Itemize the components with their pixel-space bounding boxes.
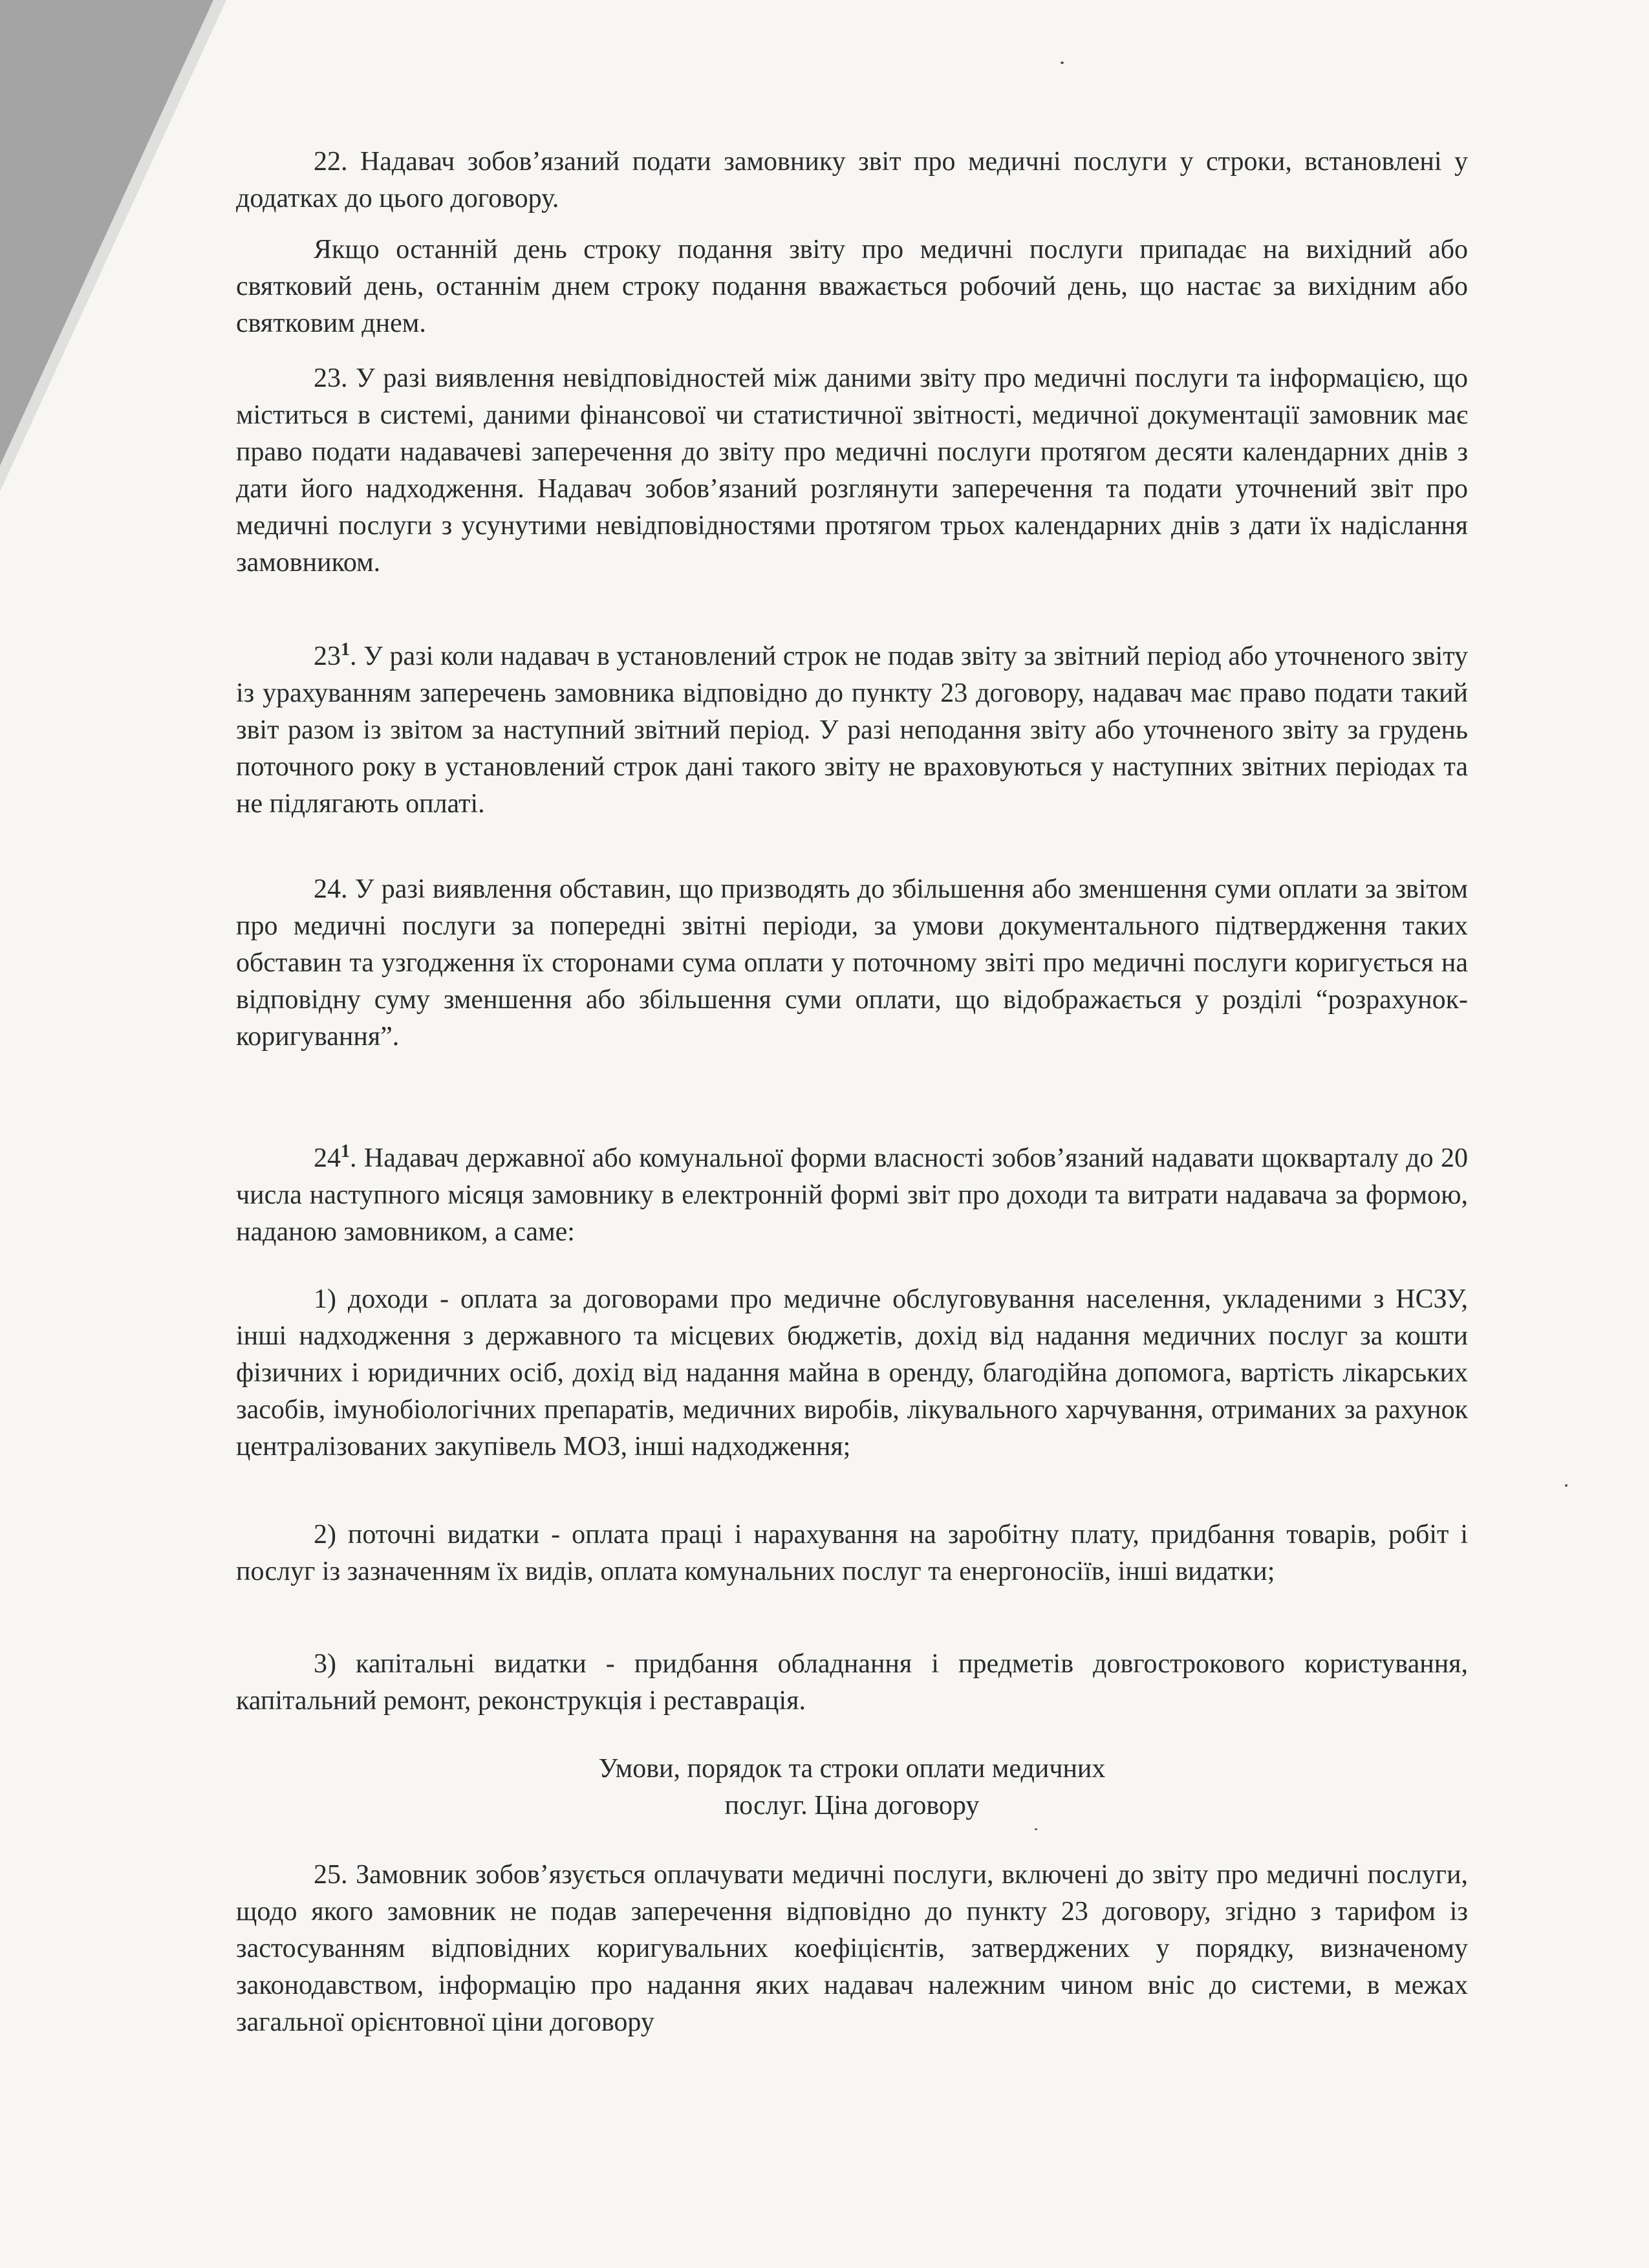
clause-23-text: 23. У разі виявлення невідповідностей між даними звіту про медичні послуги та інформацією, що міститься в системі, даними фінансової чи статистичної звітності, медичної документації замовник має право подати надавачеві заперечення до звіту про медичні послуги протягом десяти календарних днів з дати його надходження. Надавач зобов’язаний розглянути заперечення та подати уточнений звіт про медичні послуги з усунутими невідповідностями протягом трьох календарних днів з дати їх надіслання замовником. [236,363,1468,578]
clause-24-1-superscript: 1 [341,1141,350,1161]
clause-23-1-superscript: 1 [341,640,350,660]
clause-24-1 [236,1140,1468,1251]
clause-24-1-number: 24 [314,1143,341,1173]
list-item-3-text: 3) капітальні видатки - придбання обладнання і предметів довгострокового користування, капітальний ремонт, реконструкція і реставрація. [236,1649,1468,1716]
scan-speck [1061,61,1064,64]
scan-speck [1035,1828,1037,1830]
clause-23 [236,360,1468,581]
list-item-3 [236,1646,1468,1720]
list-item-2 [236,1517,1468,1590]
clause-22 [236,144,1468,217]
clause-25-text: 25. Замовник зобов’язується оплачувати медичні послуги, включені до звіту про медичні послуги, щодо якого замовник не подав заперечення відповідно до пункту 23 договору, згідно з тарифом із застосуванням відповідних коригувальних коефіцієнтів, затверджених у порядку, визначеному законодавством, інформацію про надання яких надавач належним чином вніс до системи, в межах загальної орієнтовної ціни договору [236,1860,1468,2037]
clause-23-1-text [236,638,1468,823]
section-heading-line2: послуг. Ціна договору [724,1791,980,1820]
scan-speck [1565,1484,1568,1487]
clause-24-1-body: . Надавач державної або комунальної форми власності зобов’язаний надавати щокварталу до 20 числа наступного місяця замовнику в електронній формі звіт про доходи та витрати надавача за формою, наданою замовником, а саме: [236,1143,1468,1247]
clause-23-1 [236,638,1468,823]
list-item-2-text: 2) поточні видатки - оплата праці і нарахування на заробітну плату, придбання товарів, робіт і послуг із зазначенням їх видів, оплата комунальних послуг та енергоносіїв, інші видатки; [236,1520,1468,1586]
clause-22-text: 22. Надавач зобов’язаний подати замовнику звіт про медичні послуги у строки, встановлені у додатках до цього договору. [236,147,1468,213]
list-item-1 [236,1281,1468,1465]
clause-25 [236,1857,1468,2041]
clause-23-1-body: . У разі коли надавач в установлений строк не подав звіту за звітний період або уточненого звіту із урахуванням заперечень замовника відповідно до пункту 23 договору, надавач має право подати такий звіт разом із звітом за наступний звітний період. У разі неподання звіту або уточненого звіту за грудень поточного року в установлений строк дані такого звіту не враховуються у наступних звітних періодах та не підлягають оплаті. [236,642,1468,819]
section-heading [236,1751,1468,1824]
clause-24-text: 24. У разі виявлення обставин, що призводять до збільшення або зменшення суми оплати за звітом про медичні послуги за попередні звітні періоди, за умови документального підтвердження таких обставин та узгодження їх сторонами сума оплати у поточному звіті про медичні послуги коригується на відповідну суму зменшення або збільшення суми оплати, що відображається у розділі “розрахунок-коригування”. [236,874,1468,1052]
scan-shadow [0,0,213,466]
clause-23-1-number: 23 [314,642,341,671]
clause-22-note-text: Якщо останній день строку подання звіту про медичні послуги припадає на вихідний або святковий день, останнім днем строку подання вважається робочий день, що настає за вихідним або святковим днем. [236,235,1468,338]
list-item-1-text: 1) доходи - оплата за договорами про медичне обслуговування населення, укладеними з НСЗУ, інші надходження з державного та місцевих бюджетів, дохід від надання медичних послуг за кошти фізичних і юридичних осіб, дохід від надання майна в оренду, благодійна допомога, вартість лікарських засобів, імунобіологічних препаратів, медичних виробів, лікувального харчування, отриманих за рахунок централізованих закупівель МОЗ, інші надходження; [236,1284,1468,1462]
clause-24 [236,871,1468,1055]
section-heading-line1: Умови, порядок та строки оплати медичних [598,1754,1106,1784]
clause-24-1-text [236,1140,1468,1251]
clause-22-note [236,232,1468,342]
